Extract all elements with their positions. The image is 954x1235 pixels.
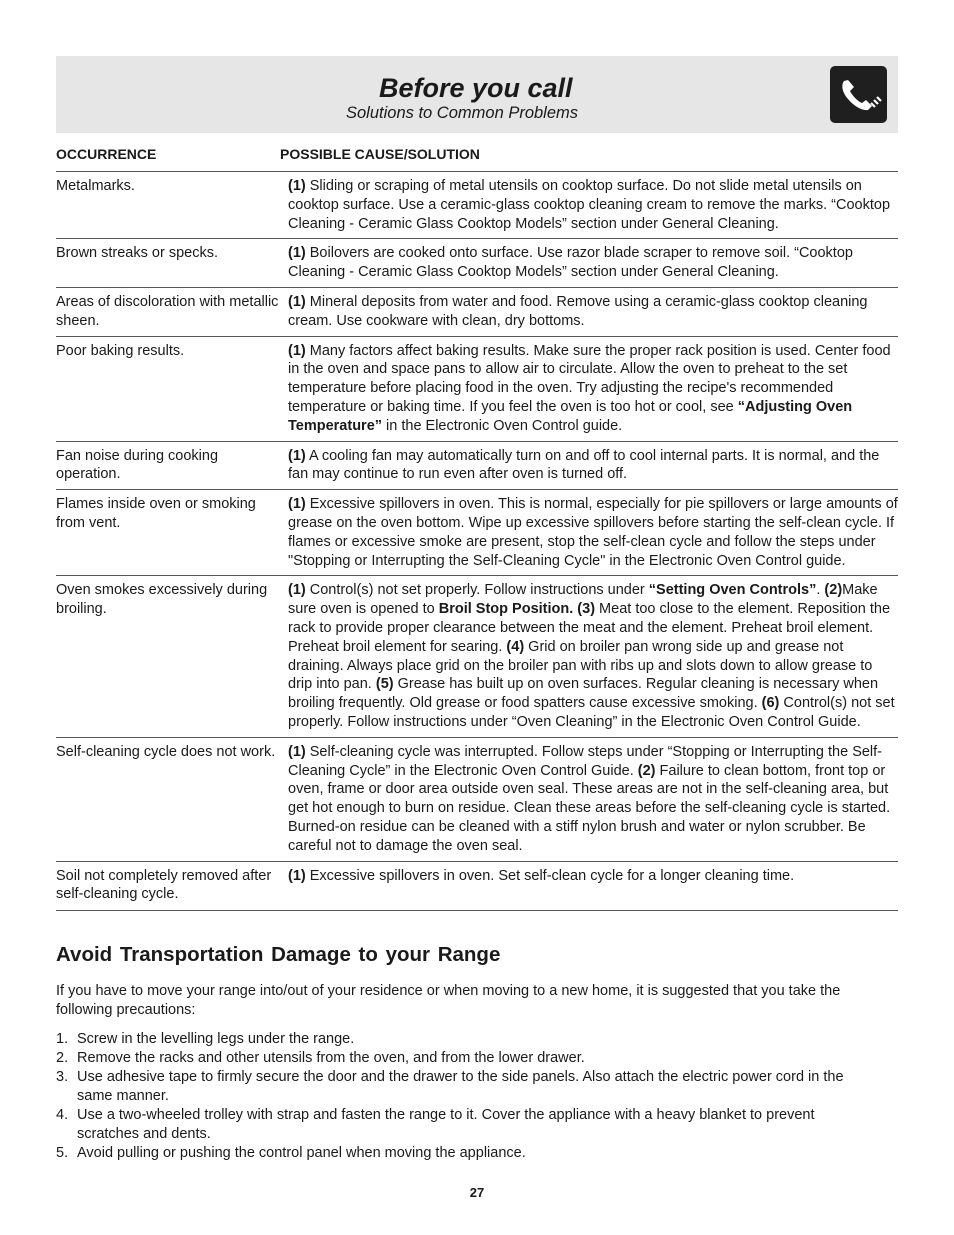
occurrence-cell: Flames inside oven or smoking from vent. bbox=[56, 490, 288, 576]
table-row bbox=[56, 172, 898, 239]
solution-emphasis: (1) bbox=[288, 447, 306, 464]
list-item bbox=[56, 1106, 876, 1144]
table-row bbox=[56, 861, 898, 911]
list-item-number: 5. bbox=[56, 1145, 69, 1161]
occurrence-cell: Brown streaks or specks. bbox=[56, 239, 288, 288]
solution-cell bbox=[288, 441, 898, 490]
occurrence-cell: Soil not completely removed after self-cleaning cycle. bbox=[56, 861, 288, 911]
solution-emphasis: (5) bbox=[375, 676, 394, 693]
solution-text: Excessive spillovers in oven. Set self-clean cycle for a longer cleaning time. bbox=[305, 867, 795, 884]
solution-emphasis: (4) bbox=[506, 638, 525, 655]
solution-cell bbox=[288, 239, 898, 288]
solution-emphasis: (1) bbox=[288, 582, 306, 599]
solution-emphasis: (1) bbox=[288, 178, 306, 194]
column-header-cause: POSSIBLE CAUSE/SOLUTION bbox=[280, 146, 480, 162]
list-item-text: Screw in the levelling legs under the range. bbox=[77, 1031, 355, 1047]
solution-text: Grease has built up on oven surfaces. Regular cleaning is necessary when broiling frequently. Old grease or food spatters cause excessive smoking. bbox=[288, 676, 879, 712]
solution-text: Meat too close to the element. Reposition the rack to provide proper clearance between the meat and the element. Preheat broil element. Preheat broil element for searing. bbox=[288, 601, 891, 655]
list-item bbox=[56, 1144, 876, 1163]
list-item bbox=[56, 1030, 876, 1049]
section-title: Avoid Transportation Damage to your Range bbox=[56, 943, 501, 966]
occurrence-cell: Areas of discoloration with metallic sheen. bbox=[56, 287, 288, 336]
solution-text: Control(s) not set properly. Follow instructions under “Oven Cleaning” in the Electronic Oven Control Guide. bbox=[288, 695, 895, 730]
solution-emphasis: “Adjusting Oven Temperature” bbox=[288, 398, 853, 434]
solution-text: Make sure oven is opened to bbox=[288, 582, 878, 618]
phone-icon bbox=[830, 66, 887, 123]
list-item-number: 1. bbox=[56, 1031, 69, 1047]
list-item-text: Avoid pulling or pushing the control panel when moving the appliance. bbox=[77, 1145, 526, 1161]
solution-emphasis: Broil Stop Position. (3) bbox=[438, 601, 596, 618]
solution-text: Sliding or scraping of metal utensils on cooktop surface. Do not slide metal utensils on cooktop surface. Use a ceramic-glass cooktop cleaning cream to remove the marks. “Cooktop Cleaning - Ceramic Glass Cooktop Models” section under General Cleaning. bbox=[288, 178, 891, 232]
list-item bbox=[56, 1049, 876, 1068]
section-intro: If you have to move your range into/out of your residence or when moving to a new home, it is suggested that you take the following precautions: bbox=[56, 983, 841, 1018]
solution-cell bbox=[288, 490, 898, 576]
page-number: 27 bbox=[469, 1185, 485, 1200]
solution-cell bbox=[288, 287, 898, 336]
solution-text: . bbox=[816, 582, 825, 599]
solution-text: Control(s) not set properly. Follow instructions under bbox=[305, 582, 649, 599]
list-item bbox=[56, 1068, 876, 1106]
table-row bbox=[56, 490, 898, 576]
solution-emphasis: (1) bbox=[288, 293, 306, 310]
solution-text: in the Electronic Oven Control guide. bbox=[382, 417, 623, 434]
table-row bbox=[56, 576, 898, 737]
solution-cell bbox=[288, 861, 898, 911]
page-title: Before you call bbox=[379, 73, 573, 103]
troubleshooting-table bbox=[56, 171, 898, 911]
solution-text: Failure to clean bottom, front top or oven, frame or door area outside oven seal. These areas are not in the self-cleaning area, but get hot enough to burn on residue. Clean these areas before the self-cleaning cycle is started. Burned-on residue can be cleaned with a stiff nylon brush and water or nylon scrubber. Be careful not to damage the oven seal. bbox=[288, 762, 891, 854]
occurrence-cell: Metalmarks. bbox=[56, 172, 288, 239]
solution-emphasis: (2) bbox=[824, 582, 843, 599]
occurrence-cell: Fan noise during cooking operation. bbox=[56, 441, 288, 490]
solution-emphasis: (1) bbox=[288, 342, 306, 359]
solution-emphasis: (1) bbox=[288, 245, 306, 262]
solution-text: A cooling fan may automatically turn on and off to cool internal parts. It is normal, and the fan may continue to run even after oven is turned off. bbox=[288, 447, 880, 483]
solution-cell bbox=[288, 336, 898, 441]
column-header-occurrence: OCCURRENCE bbox=[56, 146, 157, 162]
solution-cell bbox=[288, 737, 898, 861]
list-item-text: Use a two-wheeled trolley with strap and fasten the range to it. Cover the appliance with a heavy blanket to prevent scratches and dents. bbox=[77, 1107, 815, 1142]
solution-cell bbox=[288, 576, 898, 737]
list-item-text: Use adhesive tape to firmly secure the door and the drawer to the side panels. Also attach the electric power cord in the same manner. bbox=[77, 1069, 844, 1104]
occurrence-cell: Oven smokes excessively during broiling. bbox=[56, 576, 288, 737]
list-item-number: 3. bbox=[56, 1069, 69, 1085]
occurrence-cell: Self-cleaning cycle does not work. bbox=[56, 737, 288, 861]
solution-emphasis: “Setting Oven Controls” bbox=[648, 582, 817, 599]
solution-text: Many factors affect baking results. Make sure the proper rack position is used. Center food in the oven and space pans to allow air to circulate. Allow the oven to preheat to the set temperature before placing food in the oven. Try adjusting the recipe's recommended temperature or baking time. If you feel the oven is too hot or cool, see bbox=[288, 342, 891, 415]
solution-emphasis: (1) bbox=[288, 496, 306, 513]
occurrence-cell: Poor baking results. bbox=[56, 336, 288, 441]
solution-emphasis: (2) bbox=[637, 762, 656, 779]
table-row bbox=[56, 441, 898, 490]
precautions-list bbox=[56, 1030, 876, 1163]
page-subtitle: Solutions to Common Problems bbox=[346, 104, 579, 122]
list-item-number: 4. bbox=[56, 1107, 69, 1123]
list-item-text: Remove the racks and other utensils from the oven, and from the lower drawer. bbox=[77, 1050, 585, 1066]
table-row bbox=[56, 336, 898, 441]
table-row bbox=[56, 239, 898, 288]
solution-text: Boilovers are cooked onto surface. Use razor blade scraper to remove soil. “Cooktop Cleaning - Ceramic Glass Cooktop Models” section under General Cleaning. bbox=[288, 245, 853, 281]
table-row bbox=[56, 287, 898, 336]
list-item-number: 2. bbox=[56, 1050, 69, 1066]
solution-cell bbox=[288, 172, 898, 239]
table-row bbox=[56, 737, 898, 861]
solution-text: Mineral deposits from water and food. Remove using a ceramic-glass cooktop cleaning cream. Use cookware with clean, dry bottoms. bbox=[288, 293, 868, 329]
solution-emphasis: (1) bbox=[288, 867, 306, 884]
solution-emphasis: (1) bbox=[288, 743, 306, 760]
page-header bbox=[56, 56, 898, 133]
solution-text: Self-cleaning cycle was interrupted. Follow steps under “Stopping or Interrupting the Self-Cleaning Cycle” in the Electronic Oven Control Guide. bbox=[288, 743, 883, 779]
solution-text: Excessive spillovers in oven. This is normal, especially for pie spillovers or large amounts of grease on the oven bottom. Wipe up excessive spillovers before starting the self-clean cycle. If flames or excessive smoke are present, stop the self-clean cycle and follow the steps under "Stopping or Interrupting the Self-Cleaning Cycle" in the Electronic Oven Control guide. bbox=[288, 496, 898, 569]
solution-text: Grid on broiler pan wrong side up and grease not draining. Always place grid on the broiler pan with ribs up and slots down to allow grease to drip into pan. bbox=[288, 638, 873, 693]
solution-emphasis: (6) bbox=[761, 695, 780, 712]
